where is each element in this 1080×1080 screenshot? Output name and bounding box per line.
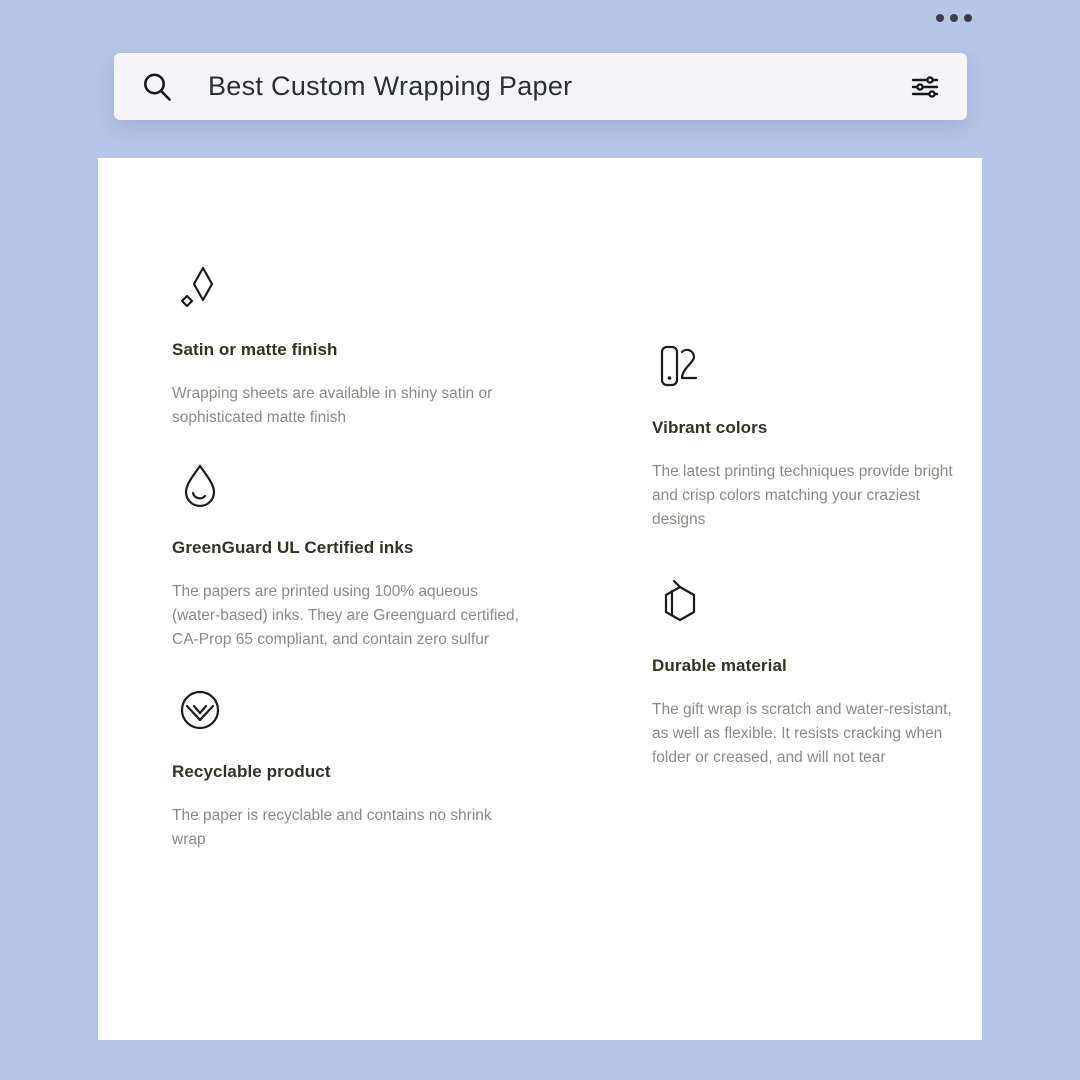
feature-durable-material [652, 574, 972, 770]
feature-title: GreenGuard UL Certified inks [172, 538, 414, 557]
dot-icon [950, 14, 958, 22]
filter-sliders-icon[interactable] [909, 71, 941, 103]
feature-description: The papers are printed using 100% aqueous (water-based) inks. They are Greenguard certified, CA-Prop 65 compliant, and contain zero sulfur [172, 583, 519, 648]
feature-description: The gift wrap is scratch and water-resistant, as well as flexible. It resists cracking when folder or creased, and will not tear [652, 701, 952, 766]
feature-title: Satin or matte finish [172, 340, 338, 359]
features-column-left [172, 258, 572, 880]
feature-description: The latest printing techniques provide bright and crisp colors matching your craziest designs [652, 463, 953, 528]
content-card [98, 158, 982, 1040]
search-input[interactable]: Best Custom Wrapping Paper [208, 71, 573, 101]
features-column-right [572, 258, 972, 880]
sparkle-icon [172, 258, 562, 316]
feature-greenguard-ul-certified-inks [172, 456, 562, 652]
feature-satin-or-matte-finish [172, 258, 562, 430]
feature-vibrant-colors [652, 336, 972, 532]
recycle-circle-icon [172, 680, 562, 738]
feature-recyclable-product [172, 680, 562, 852]
dot-icon [936, 14, 944, 22]
hexagon-molecule-icon [652, 574, 972, 632]
droplet-icon [172, 456, 562, 514]
feature-description: Wrapping sheets are available in shiny satin or sophisticated matte finish [172, 385, 493, 426]
search-icon[interactable] [140, 70, 174, 104]
dot-icon [964, 14, 972, 22]
more-options-button[interactable] [936, 14, 972, 22]
feature-description: The paper is recyclable and contains no shrink wrap [172, 807, 492, 848]
feature-title: Recyclable product [172, 762, 331, 781]
feature-title: Durable material [652, 656, 787, 675]
color-swatch-icon [652, 336, 972, 394]
features-grid [172, 258, 972, 880]
feature-title: Vibrant colors [652, 418, 768, 437]
search-bar[interactable] [114, 53, 967, 120]
